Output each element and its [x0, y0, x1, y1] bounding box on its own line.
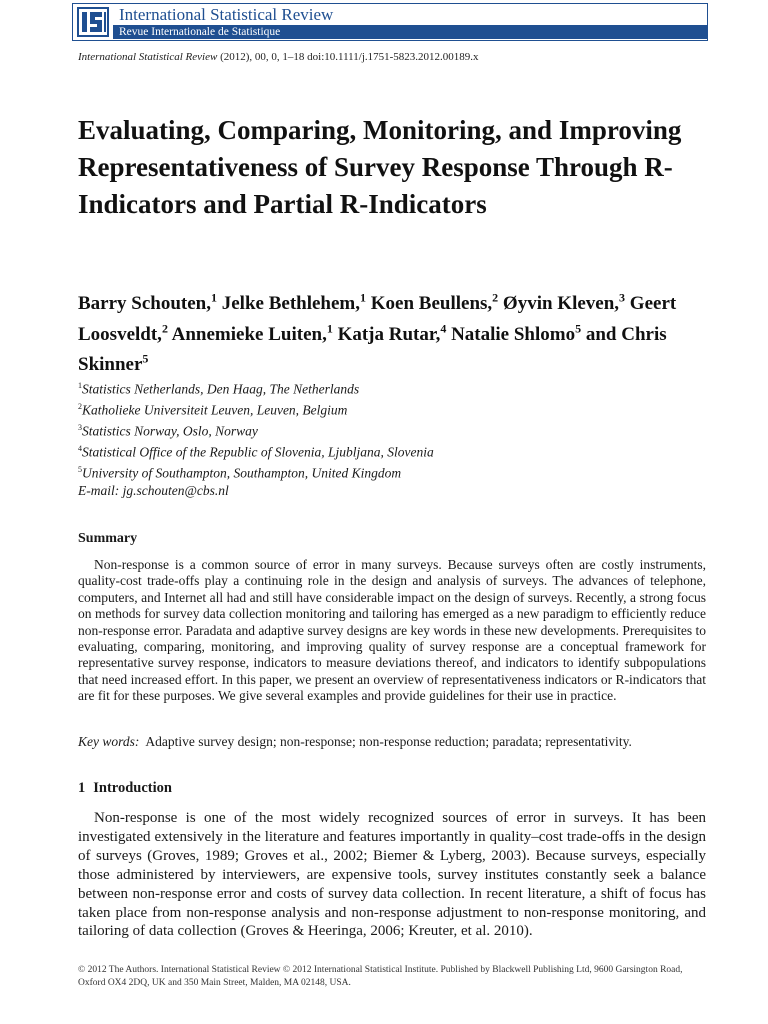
affiliation: $^1$Statistics Netherlands, Den Haag, The Netherlands [78, 381, 360, 397]
section-heading [78, 780, 172, 797]
keywords-text: Adaptive survey design; non-response; non-response reduction; paradata; representativity. [145, 734, 632, 749]
introduction-text: Non-response is one of the most widely recognized sources of error in surveys. It has been investigated extensively in the literature and features importantly in quality–cost trade-offs in the design of surveys (Groves, 1989; Groves et al., 2002; Biemer & Lyberg, 2003). Because surveys, especially those administered by interviewers, are expensive tools, survey institutes constantly seek a balance between non-response error and costs of survey data collection. In recent literature, a shift of focus has taken place from non-response analysis and non-response adjustment to non-response monitoring, and tailoring of data collection (Groves & Heeringa, 2006; Kreuter, et al. 2010). [78, 810, 706, 940]
section-title: Introduction [93, 780, 172, 796]
author: Barry Schouten,$^1$ [78, 291, 217, 315]
keywords-label: Key words: [78, 734, 140, 749]
citation-line [78, 51, 479, 63]
banner-text [113, 4, 707, 40]
journal-banner [72, 3, 708, 41]
section-number: 1 [78, 780, 86, 796]
affiliation: $^5$University of Southampton, Southampton, United Kingdom [78, 465, 402, 481]
author: Geert Loosveldt,$^2$ [78, 293, 677, 345]
copyright-footer: © 2012 The Authors. International Statistical Review © 2012 International Statistical Institute. Published by Blackwell Publishing Ltd, 9600 Garsington Road, Oxford OX4 2DQ, UK and 350 Main Street, Malden, MA 02148, USA. [78, 965, 683, 988]
author-list [78, 286, 718, 377]
author: Natalie Shlomo$^5$ [451, 321, 582, 345]
summary-heading: Summary [78, 531, 138, 546]
author: Øyvin Kleven,$^3$ [502, 291, 626, 315]
author: Jelke Bethlehem,$^1$ [221, 291, 367, 315]
isi-logo-icon [73, 4, 113, 39]
journal-name: International Statistical Review [113, 4, 707, 25]
author-email: E-mail: jg.schouten@cbs.nl [78, 483, 229, 499]
affiliation-list [78, 377, 434, 500]
summary-text: Non-response is a common source of error in many surveys. Because surveys often are costly instruments, quality-cost trade-offs play a continuing role in the design and analysis of surveys. The advances of telephone, computers, and Internet all had and still have considerable impact on the design of surveys. Recently, a strong focus on methods for survey data collection monitoring and tailoring has emerged as a new paradigm to efficiently reduce non-response error. Paradata and adaptive survey designs are key words in these new developments. Prerequisites to evaluating, comparing, monitoring, and improving quality of survey response are a conceptual framework for representative survey response, indicators to measure deviations thereof, and indicators to identify subpopulations that need increased effort. In this paper, we present an overview of representativeness indicators or R-indicators that are fit for these purposes. We give several examples and provide guidelines for their use in practice. [78, 557, 706, 704]
keywords [78, 734, 706, 750]
journal-name-french: Revue Internationale de Statistique [113, 25, 707, 39]
affiliation: $^2$Katholieke Universiteit Leuven, Leuven, Belgium [78, 402, 348, 418]
author: and Chris Skinner$^5$ [78, 323, 667, 375]
author: Annemieke Luiten,$^1$ [171, 321, 333, 345]
affiliation: $^3$Statistics Norway, Oslo, Norway [78, 423, 258, 439]
citation-details: (2012), 00, 0, 1–18 doi:10.1111/j.1751-5823.2012.00189.x [220, 51, 479, 63]
citation-journal: International Statistical Review [78, 51, 218, 63]
paper-title: Evaluating, Comparing, Monitoring, and Improving Representativeness of Survey Response Through R-Indicators and Partial R-Indicators [78, 115, 682, 219]
author: Koen Beullens,$^2$ [370, 291, 499, 315]
affiliation: $^4$Statistical Office of the Republic of Slovenia, Ljubljana, Slovenia [78, 444, 434, 460]
author: Katja Rutar,$^4$ [337, 321, 447, 345]
